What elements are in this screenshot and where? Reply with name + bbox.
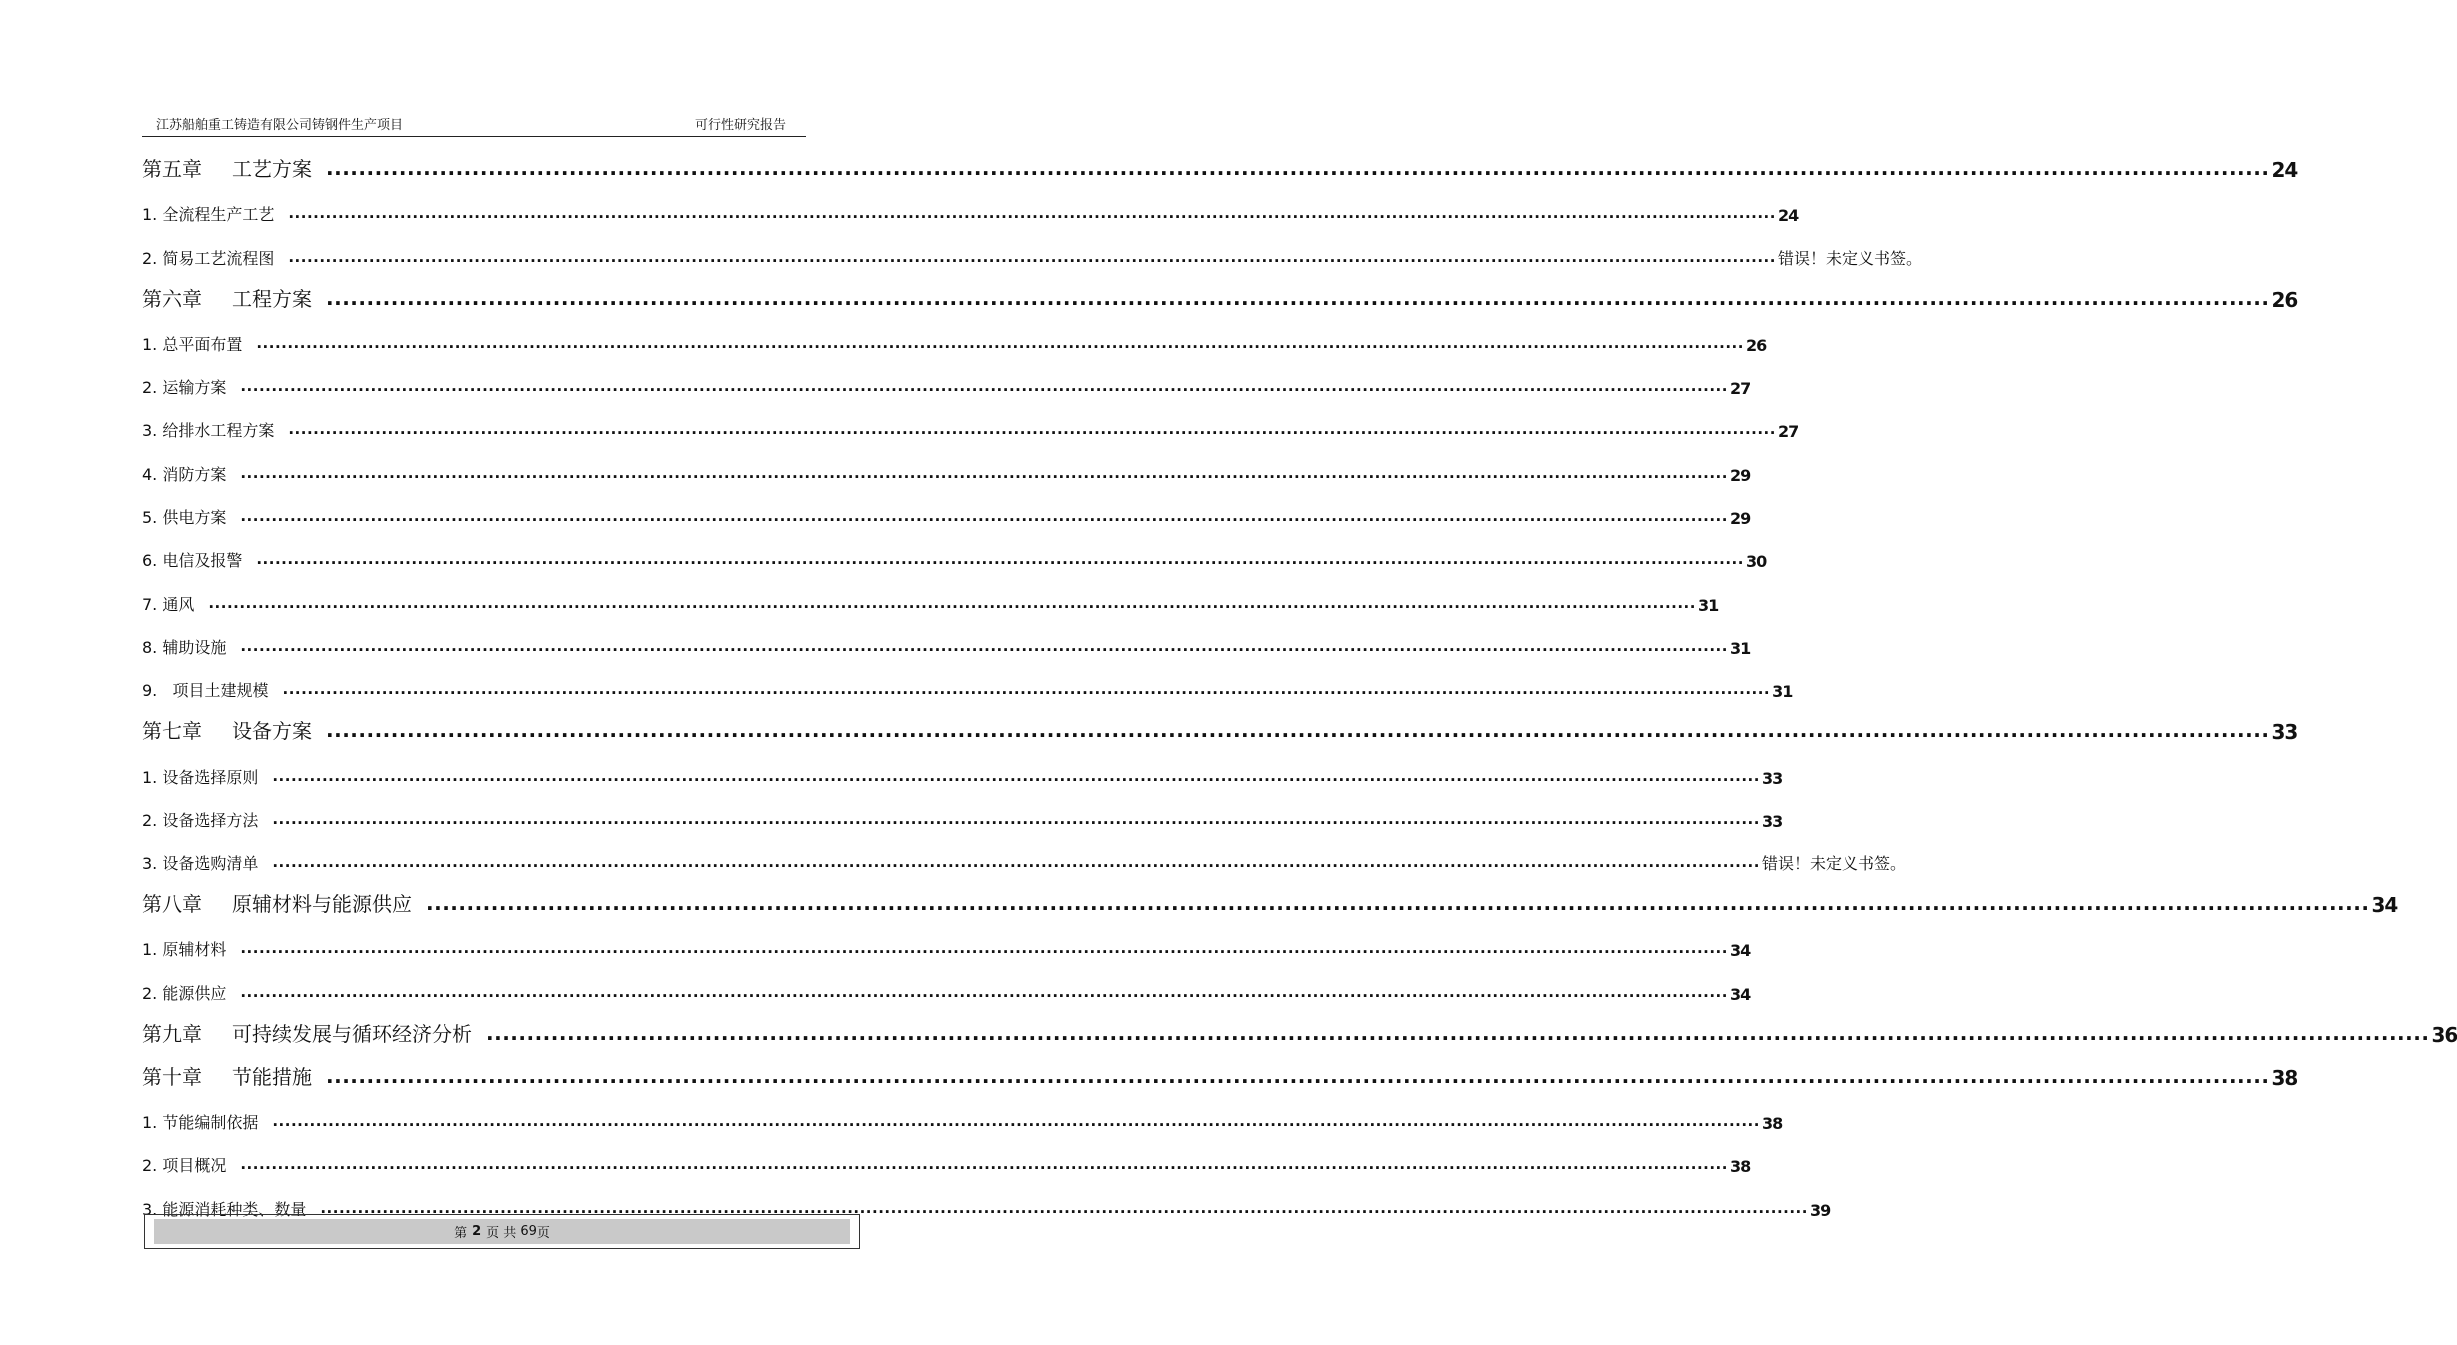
leader-dots: ................................................................................................................................................................................................................................................ <box>272 766 1760 785</box>
toc-section-entry[interactable] <box>142 185 1799 228</box>
toc-entry-title: 2. 运输方案 <box>142 378 227 398</box>
toc-chapter-entry[interactable] <box>142 877 2398 920</box>
table-of-contents <box>142 142 2457 1223</box>
toc-section-entry[interactable] <box>142 228 1922 271</box>
header-report-type: 可行性研究报告 <box>694 118 786 133</box>
toc-entry-title: 4. 消防方案 <box>142 464 227 484</box>
page-number: 38 <box>1729 1157 1751 1177</box>
page-footer <box>144 1214 860 1249</box>
page-header <box>142 112 806 137</box>
leader-dots: ................................................................................................................................................................................................................................................ <box>426 891 2370 916</box>
leader-dots: ................................................................................................................................................................................................................................................ <box>256 550 1744 569</box>
page-number: 31 <box>1729 638 1751 658</box>
toc-entry-title: 1. 设备选择原则 <box>142 767 259 787</box>
footer-suffix: 页 <box>536 1226 550 1241</box>
leader-dots: ................................................................................................................................................................................................................................................ <box>282 680 1771 699</box>
toc-entry-title <box>142 283 312 312</box>
page-number: 24 <box>2271 158 2298 182</box>
leader-dots: ................................................................................................................................................................................................................................................ <box>240 636 1728 655</box>
leader-dots: ................................................................................................................................................................................................................................................ <box>288 204 1776 223</box>
page-number: 38 <box>1761 1114 1783 1134</box>
toc-entry-title: 2. 能源供应 <box>142 983 227 1003</box>
toc-entry-title <box>142 1061 312 1090</box>
toc-entry-title: 3. 能源消耗种类、数量 <box>142 1199 307 1219</box>
page-number: 33 <box>1761 811 1783 831</box>
toc-entry-title: 9. 项目土建规模 <box>142 681 269 701</box>
page-number: 36 <box>2431 1022 2457 1047</box>
page-number: 27 <box>1729 379 1751 399</box>
current-page-number: 2 <box>472 1224 482 1239</box>
page-number: 26 <box>2271 287 2298 312</box>
toc-section-entry[interactable] <box>142 791 1783 834</box>
page-number: 39 <box>1809 1200 1831 1220</box>
leader-dots: ................................................................................................................................................................................................................................................ <box>256 333 1744 352</box>
page-number: 38 <box>2271 1065 2298 1090</box>
toc-entry-title <box>142 153 312 182</box>
page-number: 24 <box>1777 206 1799 226</box>
chapter-number: 第九章 <box>142 1021 202 1046</box>
page-number-bar <box>154 1219 850 1244</box>
toc-chapter-entry[interactable] <box>142 272 2298 315</box>
toc-entry-title: 8. 辅助设施 <box>142 637 227 657</box>
chapter-title: 可持续发展与循环经济分析 <box>232 1021 472 1046</box>
page-number: 26 <box>1745 335 1767 355</box>
page-number: 29 <box>1729 509 1751 529</box>
leader-dots: ................................................................................................................................................................................................................................................ <box>486 1020 2430 1045</box>
toc-section-entry[interactable] <box>142 488 1751 531</box>
page-number: 29 <box>1729 465 1751 485</box>
leader-dots: ................................................................................................................................................................................................................................................ <box>272 853 1760 872</box>
chapter-title: 原辅材料与能源供应 <box>232 892 412 917</box>
toc-entry-title: 6. 电信及报警 <box>142 551 243 571</box>
toc-section-entry[interactable] <box>142 531 1767 574</box>
toc-entry-title <box>142 1018 472 1047</box>
toc-entry-title: 3. 设备选购清单 <box>142 854 259 874</box>
leader-dots: ................................................................................................................................................................................................................................................ <box>240 463 1728 482</box>
footer-prefix: 第 <box>454 1226 468 1241</box>
toc-entry-title <box>142 888 412 917</box>
leader-dots: ................................................................................................................................................................................................................................................ <box>240 507 1728 526</box>
toc-section-entry[interactable] <box>142 618 1751 661</box>
page-number: 33 <box>2271 720 2298 745</box>
toc-entry-title: 1. 原辅材料 <box>142 940 227 960</box>
leader-dots: ................................................................................................................................................................................................................................................ <box>240 377 1728 396</box>
chapter-title: 工艺方案 <box>232 157 312 181</box>
leader-dots: ................................................................................................................................................................................................................................................ <box>326 156 2270 180</box>
toc-entry-title: 3. 给排水工程方案 <box>142 421 275 441</box>
toc-entry-title: 1. 节能编制依据 <box>142 1113 259 1133</box>
chapter-number: 第十章 <box>142 1064 202 1089</box>
toc-entry-title <box>142 715 312 744</box>
leader-dots: ................................................................................................................................................................................................................................................ <box>272 1112 1760 1131</box>
page-reference-error: 错误！未定义书签。 <box>1761 854 1906 874</box>
toc-section-entry[interactable] <box>142 1136 1751 1179</box>
page-number: 31 <box>1772 682 1793 702</box>
header-project-name: 江苏船舶重工铸造有限公司铸钢件生产项目 <box>156 118 404 133</box>
chapter-number: 第五章 <box>142 157 202 181</box>
chapter-title: 节能措施 <box>232 1064 312 1089</box>
leader-dots: ................................................................................................................................................................................................................................................ <box>326 285 2270 310</box>
page-number: 34 <box>1729 984 1751 1004</box>
toc-chapter-entry[interactable] <box>142 1007 2457 1050</box>
toc-chapter-entry[interactable] <box>142 142 2298 185</box>
total-page-number: 69 <box>520 1224 537 1239</box>
page-number: 27 <box>1777 422 1799 442</box>
toc-section-entry[interactable] <box>142 401 1799 444</box>
chapter-number: 第八章 <box>142 892 202 917</box>
toc-section-entry[interactable] <box>142 574 1719 617</box>
page-number: 30 <box>1745 552 1767 572</box>
page-number: 31 <box>1697 595 1719 615</box>
toc-entry-title: 2. 设备选择方法 <box>142 810 259 830</box>
footer-mid: 页 共 <box>486 1226 517 1241</box>
page-number: 33 <box>1761 768 1783 788</box>
toc-entry-title: 7. 通风 <box>142 594 195 614</box>
toc-section-entry[interactable] <box>142 963 1751 1006</box>
leader-dots: ................................................................................................................................................................................................................................................ <box>240 939 1728 958</box>
toc-section-entry[interactable] <box>142 1093 1783 1136</box>
toc-section-entry[interactable] <box>142 747 1783 790</box>
toc-section-entry[interactable] <box>142 444 1751 487</box>
chapter-title: 设备方案 <box>232 719 312 744</box>
leader-dots: ................................................................................................................................................................................................................................................ <box>208 593 1696 612</box>
toc-entry-title: 1. 全流程生产工艺 <box>142 205 275 225</box>
toc-section-entry[interactable] <box>142 661 1793 704</box>
chapter-number: 第七章 <box>142 719 202 744</box>
leader-dots: ................................................................................................................................................................................................................................................ <box>240 1155 1728 1174</box>
leader-dots: ................................................................................................................................................................................................................................................ <box>240 982 1728 1001</box>
chapter-title: 工程方案 <box>232 286 312 311</box>
chapter-number: 第六章 <box>142 286 202 311</box>
leader-dots: ................................................................................................................................................................................................................................................ <box>288 247 1776 266</box>
toc-section-entry[interactable] <box>142 315 1767 358</box>
page-number: 34 <box>2371 893 2398 918</box>
toc-chapter-entry[interactable] <box>142 704 2298 747</box>
leader-dots: ................................................................................................................................................................................................................................................ <box>272 809 1760 828</box>
leader-dots: ................................................................................................................................................................................................................................................ <box>320 1198 1808 1217</box>
leader-dots: ................................................................................................................................................................................................................................................ <box>326 718 2270 743</box>
toc-section-entry[interactable] <box>142 834 1906 877</box>
leader-dots: ................................................................................................................................................................................................................................................ <box>288 420 1776 439</box>
leader-dots: ................................................................................................................................................................................................................................................ <box>326 1063 2270 1088</box>
page-number: 34 <box>1729 941 1751 961</box>
toc-entry-title: 5. 供电方案 <box>142 508 227 528</box>
toc-entry-title: 1. 总平面布置 <box>142 334 243 354</box>
toc-section-entry[interactable] <box>142 358 1751 401</box>
page-reference-error: 错误！未定义书签。 <box>1777 248 1922 268</box>
toc-entry-title: 2. 简易工艺流程图 <box>142 248 275 268</box>
toc-chapter-entry[interactable] <box>142 1050 2298 1093</box>
toc-entry-title: 2. 项目概况 <box>142 1156 227 1176</box>
toc-section-entry[interactable] <box>142 920 1751 963</box>
